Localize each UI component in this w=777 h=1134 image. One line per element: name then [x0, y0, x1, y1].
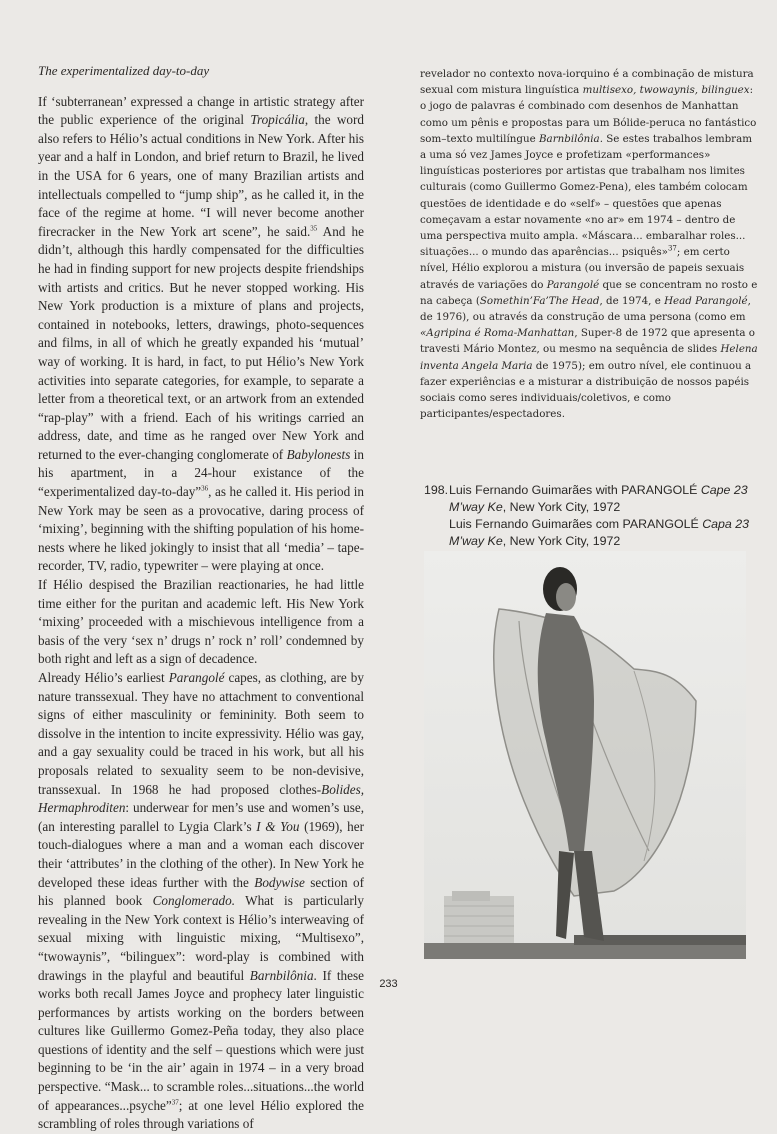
english-paragraph-1: If ‘subterranean’ expressed a change in artistic strategy after the public experience of the original Tropicália, the word also refers to Hélio’s actual conditions in New York. After his year and a half in London, and brief return to Brazil, he lived in the USA for 6 years, one of many Brazilian artists and intellectuals compelled to “jump ship”, as he called it, in the face of the regime at home. “I will never become another firecracker in the New York art scene”, he said.$^{35}$ And he didn’t, although this hardly compensated for the difficulties he had in finding support for new projects despite friendships with artists and critics. But he never stopped working. His New York production is a mixture of plans and projects, contained in notebooks, letters, drawings, photo-sequences and films, in all of which he greatly expanded his ‘mutual’ way of working. It is hard, in fact, to put Hélio’s New York activities into separate categories, for example, to separate a letter from a theoretical text, or an artwork from an extended “rap-play” with a friend. Each of his writings carried an address, date, and time as he ranged over New York and returned to the ever-changing conglomerate of Babylonests in his apartment, in a 24-hour existance of the “experimentalized day-to-day”$^{36}$, as he called it. His period in New York may be seen as a provocative, daring process of ‘mixing’, beginning with the shifting population of his home-nests where he liked jokingly to insist that all ‘media’ – tape-recorder, TV, radio, typewriter – were playing at once. [38, 93, 365, 574]
photo-image [424, 551, 746, 959]
caption-line-3: Luis Fernando Guimarães com PARANGOLÉ Capa 23 [449, 517, 750, 531]
parangole-cape-photo [424, 551, 746, 959]
page-number: 233 [379, 978, 398, 990]
caption-line-2: M’way Ke, New York City, 1972 [449, 500, 621, 514]
portuguese-paragraph: revelador no contexto nova-iorquino é a combinação de mistura sexual com mistura linguística multisexo, twowaynis, bilinguex: o jogo de palavras é combinado com desenhos de Manhattan como um pênis e propostas para um Bólide-peruca no fantástico som–texto multilíngue Barnbilônia. Se estes trabalhos lembram a uma só vez James Joyce e profetizam «performances» linguísticas posteriores por artistas que trabalham nos limites culturais (como Guillermo Gomez-Pena), eles também colocam questões de identidade e do «self» – questões que apenas começavam a estar novamente «no ar» em 1974 – dentro de uma perspectiva muito ampla. «Máscara... embaralhar roles... situações... o mundo das aparências... psiquês»$^{37}$; em certo nível, Hélio explorou a mistura (ou inversão de papeis sexuais através de variações do Parangolé que se concentram no rosto e na cabeça (Somethin’Fa’The Head, de 1974, e Head Parangolé, de 1976), ou através da construção de uma persona (como em «Agripina é Roma-Manhattan, Super-8 de 1972 que apresenta o travesti Mário Montez, ou mesmo na sequência de slides Helena inventa Angela Maria de 1975); em outro nível, ele continuou a fazer experiências e a misturar a distribuição de nossos papéis sociais como seres individuais/coletivos, e como participantes/espectadores. [420, 68, 758, 421]
section-heading: The experimentalized day-to-day [38, 63, 210, 78]
caption-line-4: M’way Ke, New York City, 1972 [449, 534, 621, 548]
portuguese-column [420, 66, 760, 422]
english-paragraph-3: Already Hélio’s earliest Parangolé capes, as clothing, are by nature transsexual. They have no attachment to conventional signs of either masculinity or femininity. Both seem to dissolve in the intention to incite expressivity. Hélio was gay, and a gay sexuality could be traced in his work, but all his proposals related to sexuality seem to be non-devisive, transsexual. In 1968 he had proposed clothes-Bolides, Hermaphroditen: underwear for men’s use and women’s use, (an interesting parallel to Lygia Clark’s I & You (1969), her touch-dialogues where a man and a woman each discover their ‘attributes’ in the clothing of the other). In New York he developed these ideas further with the Bodywise section of his planned book Conglomerado. What is particularly revealing in the New York context is Hélio’s interweaving of sexual mixing with linguistic mixing, “Multisexo”, “twowaynis”, “bilinguex”: word-play is combined with drawings in the playful and beautiful Barnbilônia. If these works both recall James Joyce and prophecy later linguistic performances by artists working on the borders between cultures like Guillermo Gomez-Peña today, they also place questions of identity and the self – questions which were just beginning to be ‘in the air’ again in 1974 – in a very broad perspective. “Mask... to scramble roles...situations...the world of appearances...psyche”$^{37}$; at one level Hélio explored the scrambling of roles through variations of [38, 670, 364, 1132]
figure-number: 198. [424, 483, 449, 497]
caption-line-1: Luis Fernando Guimarães with PARANGOLÉ Cape 23 [449, 483, 748, 497]
english-column [38, 62, 364, 1134]
figure-caption [424, 482, 764, 550]
english-paragraph-2: If Hélio despised the Brazilian reactionaries, he had little time either for the puritan and academic left. His New York ‘mixing’ proceeded with a mischievous intelligence from a basis of the very ‘sex n’ drugs n’ rock n’ roll’ condemned by both right and left as a sign of decadence. [38, 577, 364, 667]
